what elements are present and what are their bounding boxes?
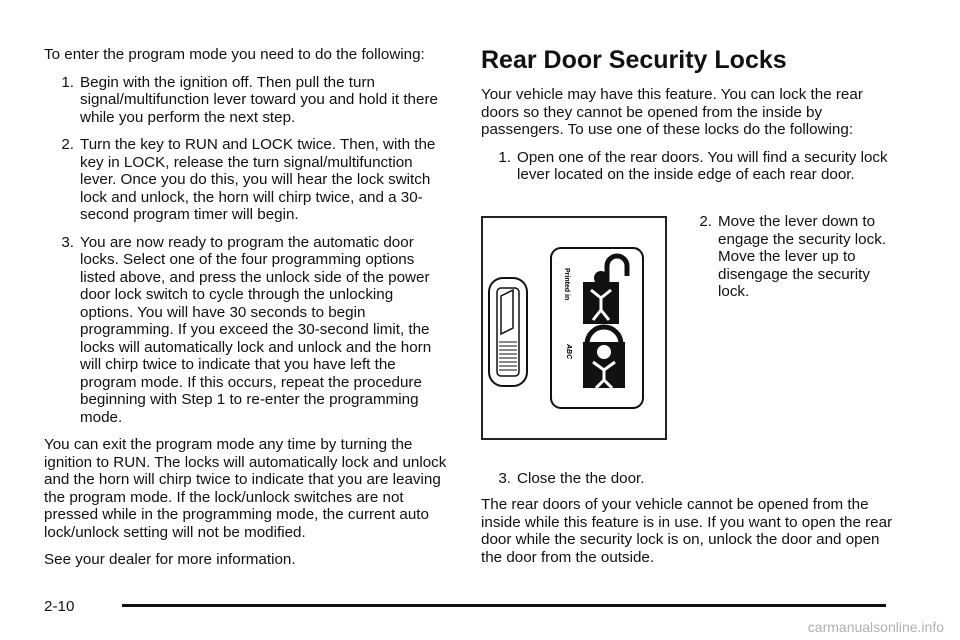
printed-in-label: Printed in <box>563 268 570 301</box>
step-text: Begin with the ignition off. Then pull the turn signal/multifunction lever toward you and hold it there while you perform the next step. <box>80 73 438 126</box>
right-column <box>481 46 901 194</box>
security-lock-lever-icon <box>483 218 665 438</box>
step-number: 1. <box>498 148 511 166</box>
list-item <box>688 213 898 301</box>
page-number: 2-10 <box>44 598 75 615</box>
footer-divider <box>122 604 886 607</box>
lever-ridges <box>499 342 517 370</box>
list-item <box>44 136 448 224</box>
step-text: Move the lever down to engage the security lock. Move the lever up to disengage the security lock. <box>718 213 887 300</box>
dealer-note: See your dealer for more information. <box>44 551 296 568</box>
step-number: 3. <box>61 233 74 251</box>
step-number: 2. <box>61 136 74 153</box>
step-text: You are now ready to program the automatic door locks. Select one of the four programming options listed above, and press the unlock side of the power door lock switch to cycle through the unlocking options. You will have 30 seconds to begin programming. If you exceed the 30-second limit, the locks will automatically lock and unlock and the horn will chirp twice to indicate that you have left the program mode. If this occurs, repeat the procedure beginning with Step 1 to re-enter the programming mode. <box>80 233 432 426</box>
left-column <box>44 46 448 579</box>
step-number: 3. <box>498 470 511 487</box>
step-number: 2. <box>699 213 712 230</box>
security-locks-intro: Your vehicle may have this feature. You can lock the rear doors so they cannot be opened from the inside by passengers. To use one of these locks do the following: <box>481 86 863 138</box>
list-item <box>44 74 448 127</box>
locked-child-icon <box>583 327 625 388</box>
section-heading: Rear Door Security Locks <box>481 46 787 74</box>
list-item <box>481 149 901 184</box>
watermark: carmanualsonline.info <box>807 619 944 635</box>
step-number: 1. <box>61 73 74 91</box>
step-text: Close the the door. <box>517 470 645 487</box>
exit-program-paragraph: You can exit the program mode any time by turning the ignition to RUN. The locks will automatically lock and unlock and the horn will chirp twice to indicate that you are leaving the program mode. If the lock/unlock switches are not pressed while in the programming mode, the current auto lock/unlock setting will not be modified. <box>44 436 447 541</box>
program-mode-intro: To enter the program mode you need to do the following: <box>44 46 425 63</box>
step-text: Turn the key to RUN and LOCK twice. Then, with the key in LOCK, release the turn signal/multifunction lever. Once you do this, you will hear the lock switch lock and unlock, the horn will chirp twice, and a 30-second program timer will begin. <box>80 136 436 223</box>
list-item <box>481 470 901 488</box>
security-lock-closing-paragraph: The rear doors of your vehicle cannot be opened from the inside while this feature is in use. If you want to open the rear door while the security lock is on, unlock the door and open the door from the outside. <box>481 496 893 566</box>
lever-handle <box>501 290 513 334</box>
unlocked-child-icon <box>583 256 627 324</box>
list-item <box>44 234 448 427</box>
step-text: Open one of the rear doors. You will find a security lock lever located on the inside edge of each rear door. <box>517 148 888 183</box>
security-lock-illustration <box>481 216 667 440</box>
code-label: ABC <box>565 344 572 360</box>
